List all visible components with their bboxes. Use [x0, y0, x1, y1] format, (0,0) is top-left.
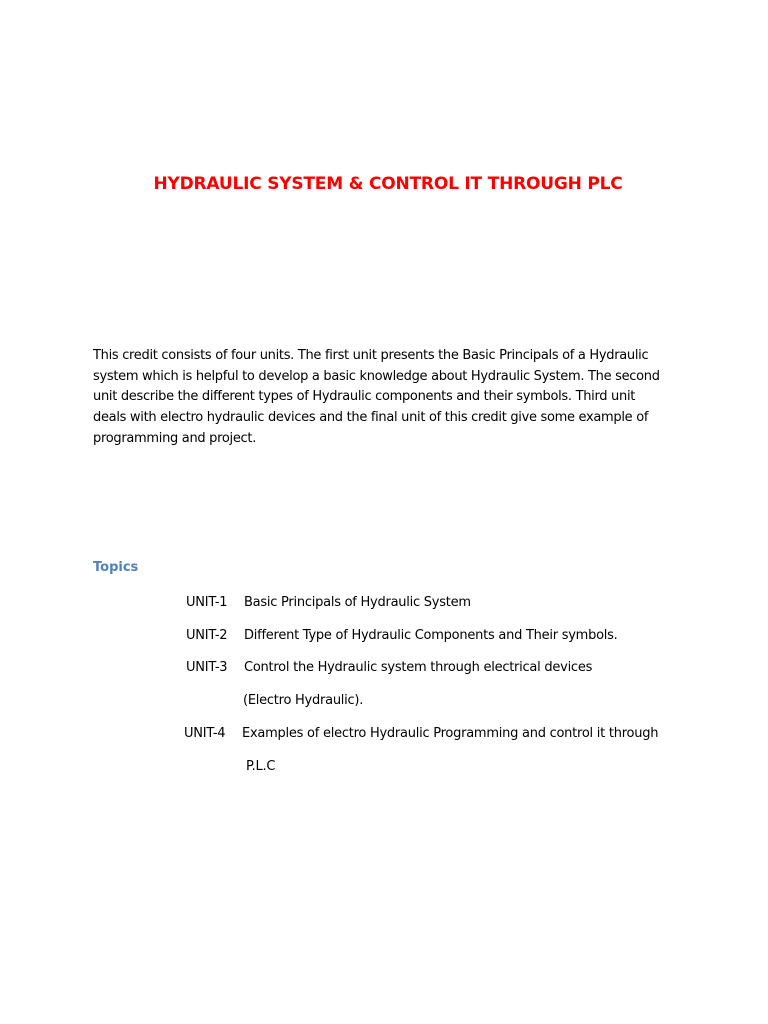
unit-code: UNIT-2	[186, 628, 228, 643]
unit-2-line	[186, 628, 618, 643]
unit-code: UNIT-4	[184, 726, 226, 741]
document-title: HYDRAULIC SYSTEM & CONTROL IT THROUGH PLC	[153, 174, 623, 194]
unit-title: Control the Hydraulic system through electrical devices	[244, 660, 593, 675]
unit-title: Examples of electro Hydraulic Programming and control it through	[242, 726, 659, 741]
unit-4-continuation: P.L.C	[246, 759, 276, 774]
intro-paragraph	[93, 346, 673, 450]
unit-3-continuation: (Electro Hydraulic).	[243, 693, 364, 708]
unit-code: UNIT-3	[186, 660, 228, 675]
unit-title: Basic Principals of Hydraulic System	[244, 595, 471, 610]
unit-code: UNIT-1	[186, 595, 228, 610]
intro-line: programming and project.	[93, 430, 257, 446]
unit-3-line	[186, 660, 592, 675]
intro-line: system which is helpful to develop a basic knowledge about Hydraulic System. The second	[93, 368, 660, 384]
intro-line: unit describe the different types of Hydraulic components and their symbols. Third unit	[93, 389, 636, 405]
topics-heading: Topics	[93, 560, 139, 575]
intro-line: deals with electro hydraulic devices and the final unit of this credit give some example of	[93, 410, 649, 426]
unit-4-line	[184, 726, 658, 741]
unit-1-line	[186, 595, 471, 610]
unit-title: Different Type of Hydraulic Components and Their symbols.	[244, 628, 618, 643]
intro-line: This credit consists of four units. The first unit presents the Basic Principals of a Hydraulic	[93, 348, 649, 363]
